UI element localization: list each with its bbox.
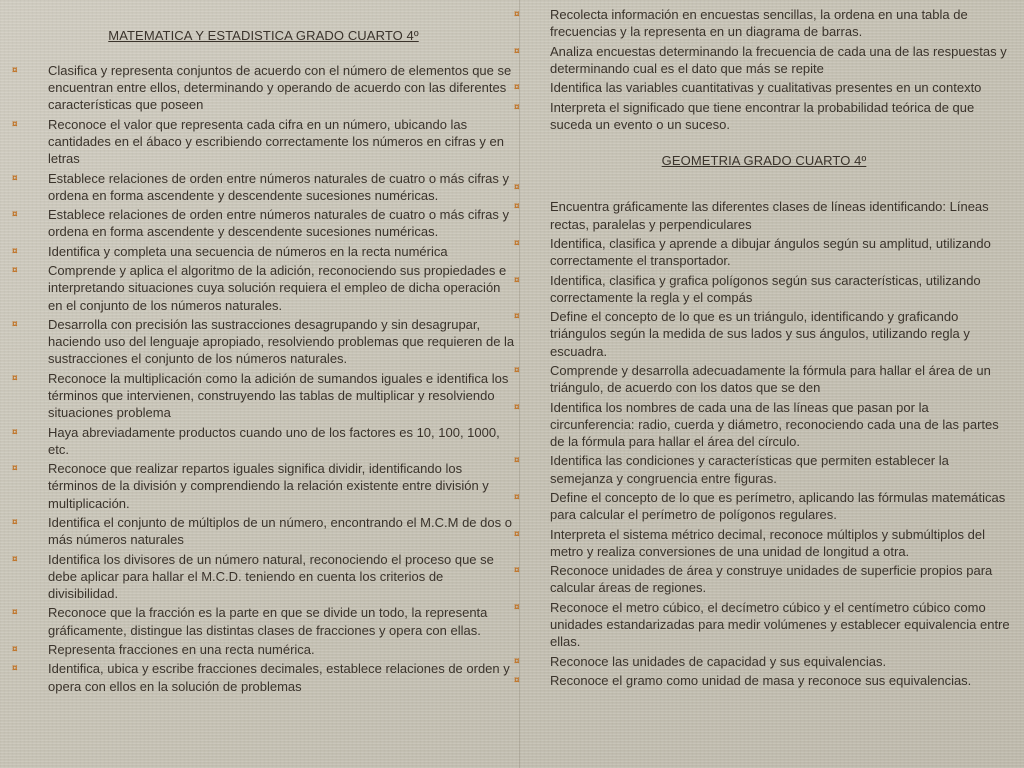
bullet-icon: ¤ (12, 463, 18, 475)
bullet-icon: ¤ (514, 528, 520, 540)
bullet-icon: ¤ (514, 674, 520, 686)
bullet-icon: ¤ (12, 318, 18, 330)
list-item (12, 641, 515, 658)
list-item (12, 424, 515, 458)
list-item (12, 316, 515, 368)
list-item-text: Reconoce el metro cúbico, el decímetro cúbico y el centímetro cúbico como unidades estandarizadas para medir volúmenes y establecer equivalencia entre ellas. (550, 599, 1010, 650)
list-item (514, 179, 1014, 196)
list-item (514, 562, 1014, 596)
geometry-heading: GEOMETRIA GRADO CUARTO 4º (661, 152, 867, 168)
list-item (514, 235, 1014, 269)
list-item (514, 198, 1014, 232)
bullet-icon: ¤ (12, 553, 18, 565)
statistics-outcomes-list (514, 6, 1014, 133)
list-item (12, 370, 515, 422)
bullet-icon: ¤ (12, 209, 18, 221)
list-item (514, 362, 1014, 396)
list-item-text: Interpreta el significado que tiene encontrar la probabilidad teórica de que suceda un evento o un suceso. (550, 99, 975, 132)
list-item-text: Define el concepto de lo que es un triángulo, identificando y graficando triángulos según la medida de sus lados y sus ángulos, utilizando regla y escuadra. (550, 309, 970, 359)
list-item (514, 308, 1014, 360)
list-item-text: Clasifica y representa conjuntos de acuerdo con el número de elementos que se encuentran entre ellos, determinando y operando de acuerdo con las diferentes características que poseen (48, 63, 512, 113)
list-item-text: Reconoce que la fracción es la parte en que se divide un todo, la representa gráficamente, distingue las distintas clases de fracciones y opera con ellas. (48, 605, 488, 638)
list-item-text: Comprende y desarrolla adecuadamente la fórmula para hallar el área de un triángulo, de acuerdo con los datos que se den (550, 362, 991, 396)
bullet-icon: ¤ (12, 516, 18, 528)
list-item-text: Identifica y completa una secuencia de números en la recta numérica (48, 243, 448, 259)
list-item (12, 551, 515, 603)
bullet-icon: ¤ (514, 181, 520, 193)
bullet-icon: ¤ (514, 201, 520, 213)
list-item-text: Analiza encuestas determinando la frecuencia de cada una de las respuestas y determinando cual es el dato que más se repite (550, 43, 1007, 76)
list-item-text: Comprende y aplica el algoritmo de la adición, reconociendo sus propiedades e interpretando situaciones cuya solución requiera el empleo de dicha operación en el conjunto de los números naturales. (48, 263, 507, 313)
geometry-outcomes-list (514, 179, 1014, 689)
list-item-text: Reconoce la multiplicación como la adición de sumandos iguales e identifica los términos que intervienen, construyendo las tablas de multiplicar y resolviendo situaciones problema (48, 370, 509, 421)
bullet-icon: ¤ (514, 601, 520, 613)
list-item (514, 272, 1014, 306)
list-item (514, 79, 1014, 96)
left-column (12, 28, 515, 697)
bullet-icon: ¤ (12, 643, 18, 655)
list-item (12, 660, 515, 694)
list-item (12, 206, 515, 240)
list-item-text: Reconoce el gramo como unidad de masa y reconoce sus equivalencias. (550, 672, 972, 688)
list-item (514, 6, 1014, 40)
list-item (514, 452, 1014, 486)
list-item (12, 116, 515, 168)
list-item-text: Identifica el conjunto de múltiplos de un número, encontrando el M.C.M de dos o más números naturales (48, 514, 512, 548)
list-item-text: Identifica los nombres de cada una de las líneas que pasan por la circunferencia: radio, cuerda y diámetro, reconociendo cada una de las partes de la fórmula para hallar el área del círculo. (550, 399, 999, 449)
bullet-icon: ¤ (12, 372, 18, 384)
list-item-text: Identifica las variables cuantitativas y cualitativas presentes en un contexto (550, 80, 982, 96)
list-item-text: Representa fracciones en una recta numérica. (48, 641, 315, 657)
list-item (12, 460, 515, 512)
bullet-icon: ¤ (12, 426, 18, 438)
list-item (514, 99, 1014, 133)
bullet-icon: ¤ (514, 274, 520, 286)
list-item (514, 489, 1014, 523)
list-item-text: Identifica, clasifica y grafica polígonos según sus características, utilizando correctamente la regla y el compás (550, 272, 981, 305)
bullet-icon: ¤ (514, 311, 520, 323)
list-item (12, 243, 515, 260)
bullet-icon: ¤ (514, 364, 520, 376)
list-item-text: Encuentra gráficamente las diferentes clases de líneas identificando: Líneas rectas, paralelas y perpendiculares (550, 199, 989, 232)
list-item-text: Identifica las condiciones y características que permiten establecer la semejanza y congruencia entre figuras. (550, 453, 949, 486)
bullet-icon: ¤ (514, 237, 520, 249)
bullet-icon: ¤ (514, 9, 520, 20)
list-item (12, 514, 515, 548)
list-item-text: Establece relaciones de orden entre números naturales de cuatro o más cifras y ordena en forma ascendente y descendente sucesiones numéricas. (48, 170, 510, 203)
list-item (514, 399, 1014, 451)
bullet-icon: ¤ (12, 663, 18, 675)
bullet-icon: ¤ (514, 101, 520, 113)
bullet-icon: ¤ (514, 491, 520, 503)
list-item-text: Identifica los divisores de un número natural, reconociendo el proceso que se debe aplicar para hallar el M.C.D. teniendo en cuenta los criterios de divisibilidad. (48, 551, 494, 601)
list-item-text: Identifica, ubica y escribe fracciones decimales, establece relaciones de orden y opera con ellos en la solución de problemas (48, 661, 510, 694)
bullet-icon: ¤ (12, 118, 18, 130)
bullet-icon: ¤ (514, 655, 520, 667)
math-heading: MATEMATICA Y ESTADISTICA GRADO CUARTO 4º (108, 28, 419, 43)
list-item-text: Recolecta información en encuestas sencillas, la ordena en una tabla de frecuencias y la representa en un diagrama de barras. (550, 7, 968, 40)
list-item-text: Desarrolla con precisión las sustracciones desagrupando y sin desagrupar, haciendo uso del lenguaje apropiado, resolviendo problemas que requieren de la sustracciones el conjunto de los números naturales. (48, 316, 515, 367)
list-item-text: Reconoce que realizar repartos iguales significa dividir, identificando los términos de la división y comprendiendo la relación existente entre división y multiplicación. (48, 461, 489, 511)
list-item (514, 653, 1014, 670)
bullet-icon: ¤ (12, 172, 18, 184)
list-item-text: Interpreta el sistema métrico decimal, reconoce múltiplos y submúltiplos del metro y realiza conversiones de una unidad de longitud a otra. (550, 526, 985, 559)
list-item (514, 599, 1014, 651)
list-item (12, 170, 515, 204)
right-column (514, 6, 1014, 691)
math-outcomes-list (12, 62, 515, 695)
bullet-icon: ¤ (12, 265, 18, 277)
list-item (514, 672, 1014, 689)
bullet-icon: ¤ (514, 45, 520, 57)
bullet-icon: ¤ (12, 607, 18, 619)
list-item-text: Reconoce unidades de área y construye unidades de superficie propios para calcular áreas de regiones. (550, 563, 993, 596)
list-item (514, 526, 1014, 560)
bullet-icon: ¤ (514, 455, 520, 467)
list-item (514, 43, 1014, 77)
list-item-text: Reconoce el valor que representa cada cifra en un número, ubicando las cantidades en el ábaco y escribiendo correctamente los números en cifras y en letras (48, 116, 504, 167)
bullet-icon: ¤ (514, 565, 520, 577)
list-item-text: Define el concepto de lo que es perímetro, aplicando las fórmulas matemáticas para calcular el perímetro de polígonos regulares. (550, 489, 1006, 523)
list-item (12, 262, 515, 314)
bullet-icon: ¤ (12, 245, 18, 257)
list-item-text: Reconoce las unidades de capacidad y sus equivalencias. (550, 653, 887, 669)
list-item (12, 62, 515, 114)
bullet-icon: ¤ (514, 82, 520, 94)
list-item-text: Establece relaciones de orden entre números naturales de cuatro o más cifras y ordena en forma ascendente y descendente sucesiones numéricas. (48, 207, 510, 240)
bullet-icon: ¤ (12, 65, 18, 76)
list-item-text: Identifica, clasifica y aprende a dibujar ángulos según su amplitud, utilizando correctamente el transportador. (550, 235, 991, 269)
bullet-icon: ¤ (514, 401, 520, 413)
list-item-text: Haya abreviadamente productos cuando uno de los factores es 10, 100, 1000, etc. (48, 424, 500, 457)
list-item (12, 604, 515, 638)
